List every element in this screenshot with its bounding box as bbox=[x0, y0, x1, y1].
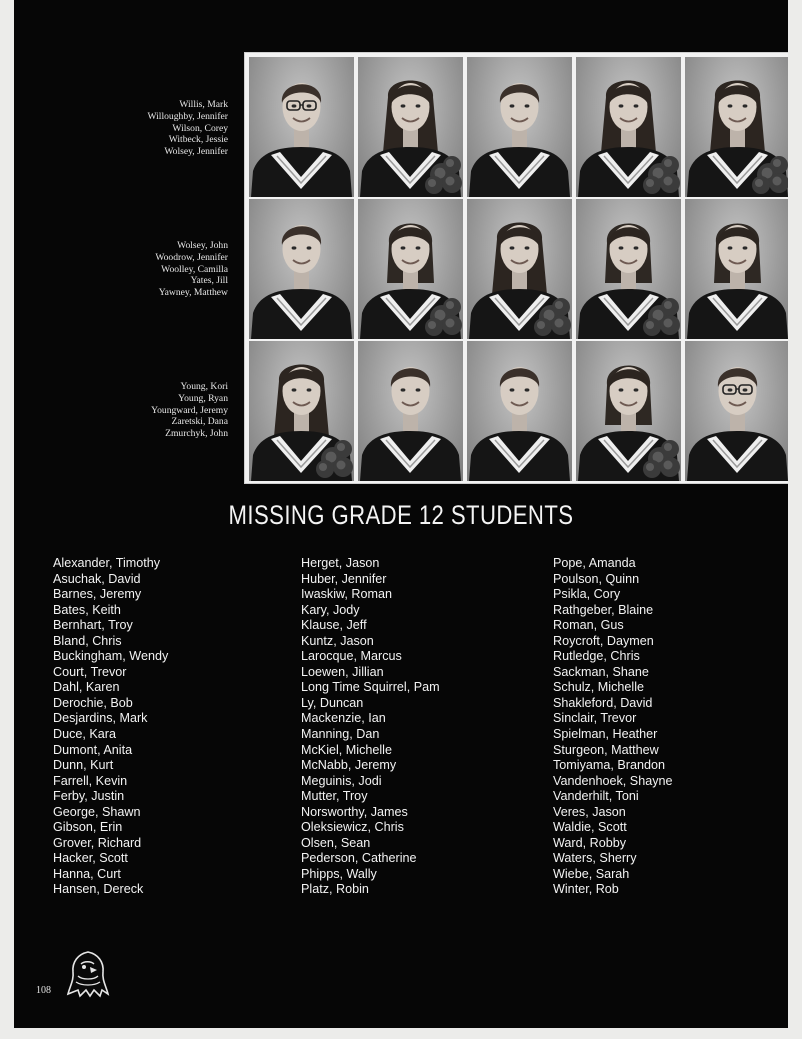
missing-student-name: McNabb, Jeremy bbox=[301, 758, 397, 773]
missing-student-name: Platz, Robin bbox=[301, 882, 369, 897]
missing-student-name: Bland, Chris bbox=[53, 633, 122, 648]
student-portrait bbox=[358, 199, 463, 339]
missing-student-name: Norsworthy, James bbox=[301, 804, 408, 819]
missing-student-name: Phipps, Wally bbox=[301, 866, 377, 881]
missing-student-name: Sinclair, Trevor bbox=[553, 711, 637, 726]
photo-caption-name: Woolley, Camilla bbox=[161, 263, 228, 275]
student-portrait bbox=[358, 57, 463, 197]
missing-student-name: Roycroft, Daymen bbox=[553, 633, 654, 648]
missing-student-name: Rathgeber, Blaine bbox=[553, 602, 654, 617]
missing-student-name: Larocque, Marcus bbox=[301, 649, 402, 664]
missing-student-name: Asuchak, David bbox=[53, 571, 141, 586]
missing-names-column-2 bbox=[301, 556, 440, 898]
missing-student-name: Waldie, Scott bbox=[553, 820, 627, 835]
photo-caption-name: Young, Kori bbox=[180, 381, 228, 392]
missing-student-name: Buckingham, Wendy bbox=[53, 649, 169, 664]
missing-student-name: Gibson, Erin bbox=[53, 820, 123, 835]
student-portrait bbox=[576, 57, 681, 197]
page-number: 108 bbox=[36, 985, 51, 996]
missing-student-name: Loewen, Jillian bbox=[301, 664, 384, 679]
missing-student-name: Hansen, Dereck bbox=[53, 882, 144, 897]
missing-student-name: Rutledge, Chris bbox=[553, 649, 640, 664]
student-portrait bbox=[249, 199, 354, 339]
student-portrait bbox=[358, 341, 463, 481]
student-portrait bbox=[467, 57, 572, 197]
missing-student-name: Alexander, Timothy bbox=[53, 556, 161, 570]
missing-student-name: Bates, Keith bbox=[53, 602, 121, 617]
missing-student-name: Sturgeon, Matthew bbox=[553, 742, 659, 757]
missing-student-name: Sackman, Shane bbox=[553, 664, 649, 679]
missing-student-name: Schulz, Michelle bbox=[553, 680, 644, 695]
student-portrait bbox=[685, 341, 788, 481]
missing-student-name: Klause, Jeff bbox=[301, 618, 367, 633]
missing-student-name: Wiebe, Sarah bbox=[553, 866, 630, 881]
student-portrait bbox=[685, 57, 788, 197]
photo-names-row-1 bbox=[14, 99, 228, 158]
photo-caption-name: Wolsey, Jennifer bbox=[164, 146, 228, 158]
student-portrait bbox=[467, 341, 572, 481]
student-portrait bbox=[576, 199, 681, 339]
photo-caption-name: Zaretski, Dana bbox=[171, 416, 228, 428]
missing-student-name: Psikla, Cory bbox=[553, 587, 621, 602]
missing-student-name: Spielman, Heather bbox=[553, 727, 658, 742]
missing-student-name: Ferby, Justin bbox=[53, 789, 125, 804]
missing-student-name: Bernhart, Troy bbox=[53, 618, 133, 633]
photo-caption-name: Willis, Mark bbox=[179, 99, 228, 110]
missing-student-name: Ly, Duncan bbox=[301, 695, 364, 710]
photo-caption-name: Yawney, Matthew bbox=[158, 287, 228, 299]
photo-caption-name: Zmurchyk, John bbox=[165, 428, 228, 440]
student-portrait bbox=[249, 57, 354, 197]
missing-student-name: George, Shawn bbox=[53, 804, 141, 819]
missing-student-name: Oleksiewicz, Chris bbox=[301, 820, 404, 835]
photo-caption-name: Young, Ryan bbox=[178, 392, 228, 404]
student-portrait bbox=[249, 341, 354, 481]
student-portrait bbox=[576, 341, 681, 481]
photo-caption-name: Willoughby, Jennifer bbox=[147, 110, 228, 122]
missing-student-name: Mutter, Troy bbox=[301, 789, 368, 804]
missing-student-name: Dahl, Karen bbox=[53, 680, 120, 695]
missing-student-name: Dumont, Anita bbox=[53, 742, 133, 757]
missing-student-name: Long Time Squirrel, Pam bbox=[301, 680, 440, 695]
missing-student-name: Hanna, Curt bbox=[53, 866, 121, 881]
missing-student-name: Duce, Kara bbox=[53, 727, 116, 742]
missing-student-name: Pope, Amanda bbox=[553, 556, 636, 570]
photo-caption-name: Wolsey, John bbox=[177, 240, 228, 251]
photo-names-row-2 bbox=[14, 240, 228, 299]
missing-students-heading: MISSING GRADE 12 STUDENTS bbox=[228, 500, 574, 530]
missing-student-name: Huber, Jennifer bbox=[301, 571, 387, 586]
missing-student-name: Poulson, Quinn bbox=[553, 571, 640, 586]
missing-student-name: Winter, Rob bbox=[553, 882, 619, 897]
photo-names-row-3 bbox=[14, 381, 228, 440]
missing-student-name: Meguinis, Jodi bbox=[301, 773, 382, 788]
missing-student-name: Court, Trevor bbox=[53, 664, 127, 679]
missing-student-name: McKiel, Michelle bbox=[301, 742, 392, 757]
student-portrait bbox=[467, 199, 572, 339]
missing-student-name: Mackenzie, Ian bbox=[301, 711, 386, 726]
missing-student-name: Shakleford, David bbox=[553, 695, 653, 710]
falcon-mascot-icon bbox=[66, 950, 110, 998]
student-portrait bbox=[685, 199, 788, 339]
missing-student-name: Pederson, Catherine bbox=[301, 851, 417, 866]
missing-student-name: Derochie, Bob bbox=[53, 695, 133, 710]
missing-student-name: Veres, Jason bbox=[553, 804, 626, 819]
missing-student-name: Roman, Gus bbox=[553, 618, 624, 633]
missing-student-name: Barnes, Jeremy bbox=[53, 587, 142, 602]
missing-student-name: Kary, Jody bbox=[301, 602, 360, 617]
missing-student-name: Olsen, Sean bbox=[301, 835, 371, 850]
missing-student-name: Tomiyama, Brandon bbox=[553, 758, 665, 773]
photo-grid bbox=[244, 52, 788, 484]
missing-student-name: Kuntz, Jason bbox=[301, 633, 374, 648]
missing-student-name: Desjardins, Mark bbox=[53, 711, 148, 726]
photo-caption-name: Wilson, Corey bbox=[172, 122, 228, 134]
missing-student-name: Farrell, Kevin bbox=[53, 773, 128, 788]
yearbook-page bbox=[14, 0, 788, 1028]
missing-names-column-1 bbox=[53, 556, 168, 898]
missing-student-name: Manning, Dan bbox=[301, 727, 380, 742]
missing-names-column-3 bbox=[553, 556, 673, 898]
missing-student-name: Vanderhilt, Toni bbox=[553, 789, 639, 804]
missing-student-name: Dunn, Kurt bbox=[53, 758, 114, 773]
missing-student-name: Ward, Robby bbox=[553, 835, 627, 850]
photo-caption-name: Woodrow, Jennifer bbox=[155, 251, 228, 263]
photo-caption-name: Witbeck, Jessie bbox=[168, 134, 228, 146]
missing-student-name: Iwaskiw, Roman bbox=[301, 587, 392, 602]
photo-caption-name: Youngward, Jeremy bbox=[151, 404, 228, 416]
missing-student-name: Herget, Jason bbox=[301, 556, 380, 570]
photo-caption-name: Yates, Jill bbox=[190, 275, 228, 287]
missing-student-name: Waters, Sherry bbox=[553, 851, 637, 866]
missing-student-name: Hacker, Scott bbox=[53, 851, 128, 866]
missing-student-name: Vandenhoek, Shayne bbox=[553, 773, 673, 788]
missing-student-name: Grover, Richard bbox=[53, 835, 142, 850]
